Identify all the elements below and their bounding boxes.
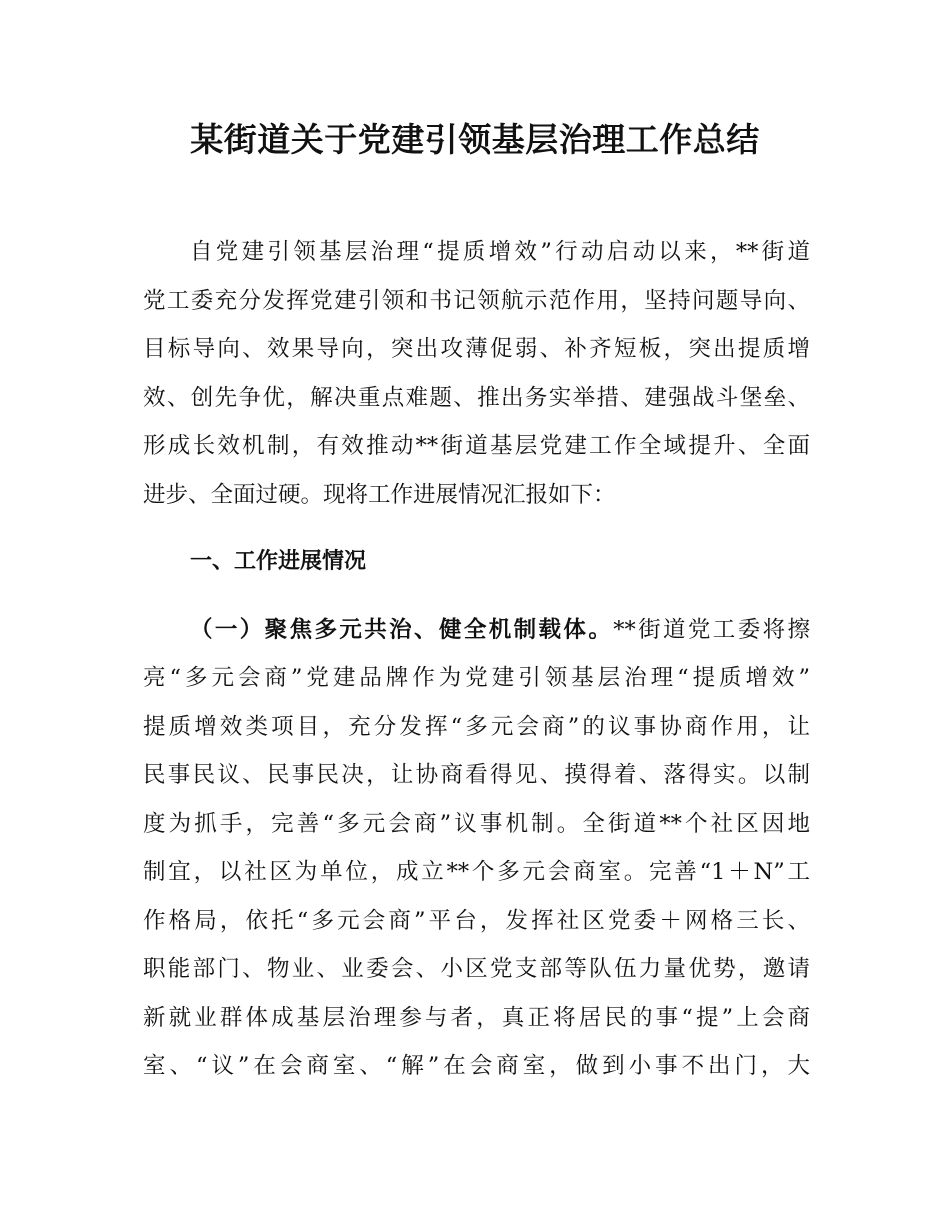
paragraph-line: 室、“议”在会商室、“解”在会商室，做到小事不出门，大 [143, 1053, 810, 1079]
paragraph-line: 自党建引领基层治理“提质增效”行动启动以来，**街道 [190, 239, 810, 265]
paragraph-line: 提质增效类项目，充分发挥“多元会商”的议事协商作用，让 [143, 713, 810, 740]
paragraph-line: 新就业群体成基层治理参与者，真正将居民的事“提”上会商 [143, 1004, 810, 1031]
paragraph-line: 度为抓手，完善“多元会商”议事机制。全街道**个社区因地 [143, 810, 810, 837]
paragraph-line: 民事民议、民事民决，让协商看得见、摸得着、落得实。以制 [143, 762, 810, 788]
paragraph-line: 进步、全面过硬。现将工作进展情况汇报如下： [143, 481, 616, 508]
paragraph-line: 党工委充分发挥党建引领和书记领航示范作用，坚持问题导向、 [143, 287, 810, 314]
document-title: 某街道关于党建引领基层治理工作总结 [190, 120, 760, 159]
section-heading: 一、工作进展情况 [190, 549, 367, 574]
paragraph-line: 形成长效机制，有效推动**街道基层党建工作全域提升、全面 [143, 433, 810, 459]
intro-paragraph [143, 228, 810, 519]
paragraph-line: 制宜，以社区为单位，成立**个多元会商室。完善“1＋N”工 [143, 859, 810, 885]
subsection-paragraph [143, 606, 810, 1091]
paragraph-line [143, 606, 810, 655]
paragraph-line: 效、创先争优，解决重点难题、推出务实举措、建强战斗堡垒、 [143, 384, 810, 411]
paragraph-line: 职能部门、物业、业委会、小区党支部等队伍力量优势，邀请 [143, 956, 810, 982]
paragraph-line: 亮“多元会商”党建品牌作为党建引领基层治理“提质增效” [143, 665, 810, 691]
document-body [143, 228, 810, 1091]
paragraph-line: 作格局，依托“多元会商”平台，发挥社区党委＋网格三长、 [143, 907, 810, 934]
subsection-heading: （一）聚焦多元共治、健全机制载体。 [190, 616, 614, 643]
subsection-lead-text: **街道党工委将擦 [613, 616, 810, 643]
paragraph-line: 目标导向、效果导向，突出攻薄促弱、补齐短板，突出提质增 [143, 336, 810, 362]
